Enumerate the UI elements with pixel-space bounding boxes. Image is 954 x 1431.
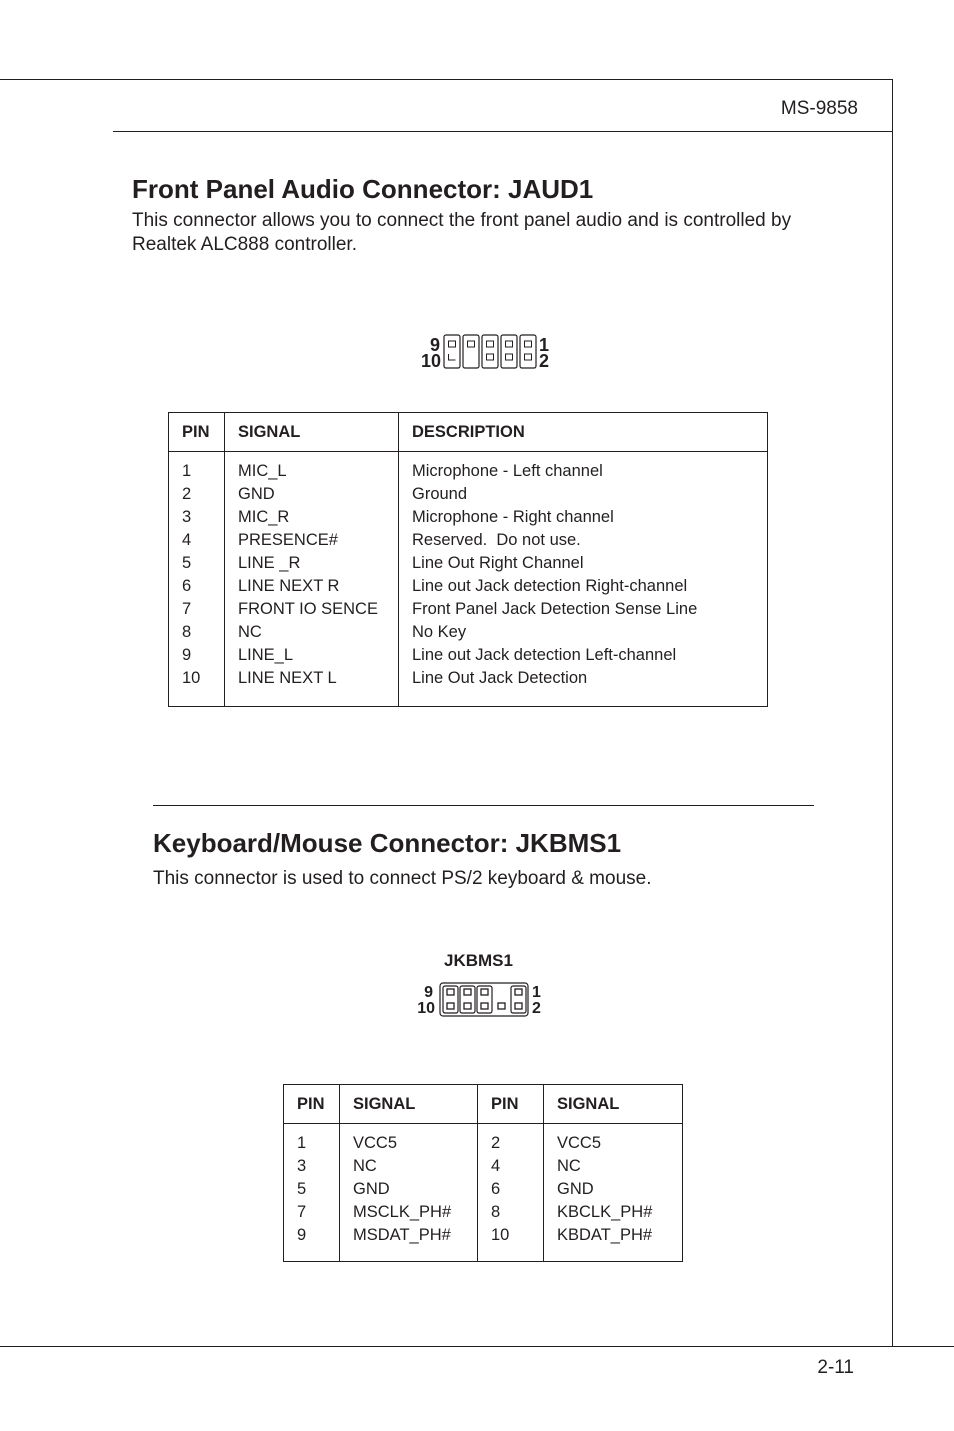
signal-name: NC [353, 1157, 377, 1175]
pin-number: 3 [297, 1157, 307, 1175]
signal-name: PRESENCE# [238, 531, 338, 549]
signal-description: Line Out Right Channel [412, 554, 584, 572]
pin-number: 1 [297, 1134, 307, 1152]
signal-description: Line out Jack detection Left-channel [412, 646, 677, 664]
signal-name: LINE _R [238, 554, 301, 572]
table-row [284, 1124, 683, 1262]
signal-name: VCC5 [557, 1134, 602, 1152]
signal-name: NC [557, 1157, 581, 1175]
jaud1-pin1-label: 1 [539, 335, 550, 355]
jaud1-pin-table [168, 412, 768, 707]
pin-number: 8 [182, 623, 192, 641]
column-header-signal: SIGNAL [544, 1085, 683, 1124]
pin-number: 6 [182, 577, 192, 595]
jaud1-heading: Front Panel Audio Connector: JAUD1 [132, 174, 594, 204]
signal-name: NC [238, 623, 262, 641]
pin-column [169, 452, 225, 707]
signal-name: GND [557, 1180, 594, 1198]
right-margin-rule [892, 79, 893, 1346]
description-column [399, 452, 768, 707]
bottom-rule [0, 1346, 954, 1347]
even-signal-column [544, 1124, 683, 1262]
pin-number: 7 [297, 1203, 307, 1221]
jkbms1-pin-diagram [410, 980, 550, 1020]
jkbms1-heading: Keyboard/Mouse Connector: JKBMS1 [153, 828, 622, 858]
pin-number: 9 [297, 1226, 307, 1244]
signal-name: KBCLK_PH# [557, 1203, 653, 1221]
signal-name: MSCLK_PH# [353, 1203, 452, 1221]
signal-name: LINE NEXT R [238, 577, 340, 595]
section-divider [153, 805, 814, 806]
pin-number: 6 [491, 1180, 501, 1198]
signal-name: LINE_L [238, 646, 294, 664]
odd-signal-column [340, 1124, 478, 1262]
jaud1-pin-diagram [420, 330, 560, 372]
signal-description: No Key [412, 623, 467, 641]
jaud1-description: This connector allows you to connect the front panel audio and is controlled by Realtek ALC888 controller. [132, 210, 792, 255]
jkbms1-pin10-label: 10 [417, 1000, 435, 1017]
pin-number: 10 [491, 1226, 510, 1244]
signal-name: MSDAT_PH# [353, 1226, 451, 1244]
table-row [169, 452, 768, 707]
signal-name: GND [353, 1180, 390, 1198]
pin-number: 7 [182, 600, 192, 618]
jaud1-pin9-label: 9 [429, 335, 440, 355]
pin-number: 5 [182, 554, 192, 572]
column-header-signal: SIGNAL [340, 1085, 478, 1124]
jaud1-pin10-label: 10 [420, 351, 441, 371]
signal-description: Front Panel Jack Detection Sense Line [412, 600, 698, 618]
odd-pin-column [284, 1124, 340, 1262]
jkbms1-pin1-label: 1 [532, 984, 541, 1001]
signal-name: VCC5 [353, 1134, 398, 1152]
pin-number: 2 [491, 1134, 501, 1152]
column-header-description: DESCRIPTION [399, 413, 768, 452]
jkbms1-pin9-label: 9 [424, 984, 433, 1001]
column-header-pin: PIN [478, 1085, 544, 1124]
signal-name: LINE NEXT L [238, 669, 337, 687]
pin-number: 2 [182, 485, 192, 503]
pin-number: 9 [182, 646, 192, 664]
page-number: 2-11 [817, 1357, 854, 1378]
header-rule [113, 131, 893, 132]
pin-number: 8 [491, 1203, 501, 1221]
column-header-signal: SIGNAL [225, 413, 399, 452]
signal-name: FRONT IO SENCE [238, 600, 378, 618]
table-header-row [284, 1085, 683, 1124]
even-pin-column [478, 1124, 544, 1262]
jkbms1-description: This connector is used to connect PS/2 keyboard & mouse. [153, 868, 652, 889]
column-header-pin: PIN [169, 413, 225, 452]
signal-description: Line out Jack detection Right-channel [412, 577, 688, 595]
model-number: MS-9858 [780, 98, 858, 119]
pin-number: 4 [182, 531, 192, 549]
signal-name: GND [238, 485, 275, 503]
pin-number: 1 [182, 462, 192, 480]
jkbms1-pin2-label: 2 [532, 1000, 541, 1017]
signal-name: MIC_L [238, 462, 287, 480]
pin-number: 10 [182, 669, 201, 687]
signal-description: Reserved. Do not use. [412, 531, 581, 549]
table-header-row [169, 413, 768, 452]
signal-name: KBDAT_PH# [557, 1226, 653, 1244]
signal-column [225, 452, 399, 707]
signal-name: MIC_R [238, 508, 290, 526]
top-rule [0, 79, 893, 80]
pin-number: 4 [491, 1157, 501, 1175]
pin-number: 3 [182, 508, 192, 526]
signal-description: Line Out Jack Detection [412, 669, 588, 687]
pin-number: 5 [297, 1180, 307, 1198]
jkbms1-diagram-label: JKBMS1 [444, 951, 513, 970]
jaud1-pin2-label: 2 [539, 351, 550, 371]
signal-description: Microphone - Right channel [412, 508, 614, 526]
jkbms1-pin-table [283, 1084, 683, 1262]
signal-description: Microphone - Left channel [412, 462, 603, 480]
column-header-pin: PIN [284, 1085, 340, 1124]
signal-description: Ground [412, 485, 468, 503]
